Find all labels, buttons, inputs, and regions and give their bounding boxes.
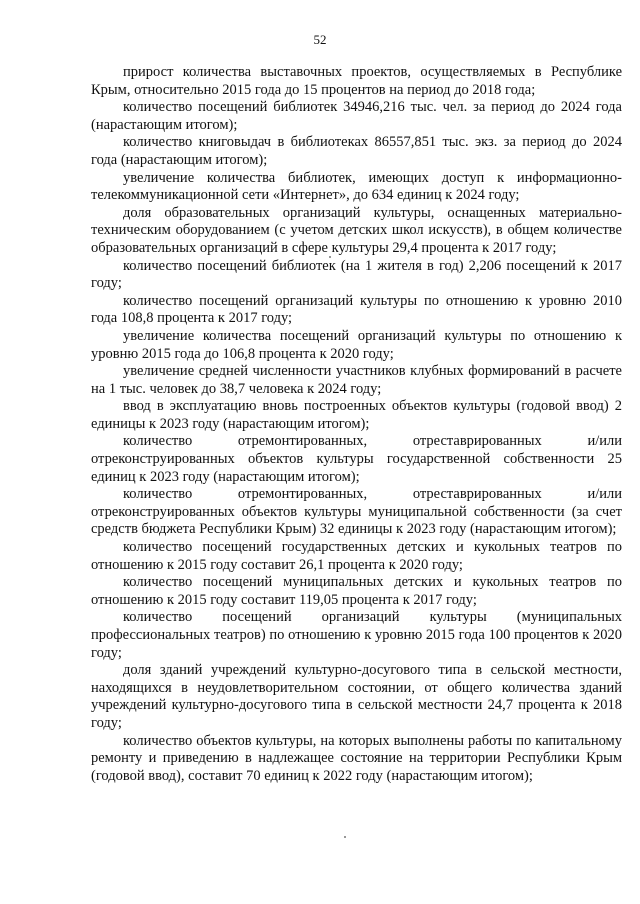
- paragraph-book-loans: количество книговыдач в библиотеках 86557,851 тыс. экз. за период до 2024 года (нарастающим итогом);: [91, 134, 622, 168]
- paragraph-club-participants: увеличение средней численности участников клубных формирований в расчете на 1 тыс. человек до 38,7 человека к 2024 году;: [91, 363, 622, 397]
- paragraph-visits-vs-2010: количество посещений организаций культуры по отношению к уровню 2010 года 108,8 процента к 2017 году;: [91, 292, 622, 327]
- paragraph-new-objects: ввод в эксплуатацию вновь построенных объектов культуры (годовой ввод) 2 единицы к 2023 году (нарастающим итогом);: [91, 398, 622, 432]
- page-number: 52: [313, 32, 327, 47]
- paragraph-municipal-puppet-theatres: количество посещений муниципальных детских и кукольных театров по отношению к 2015 году составит 119,05 процента к 2017 году;: [91, 574, 622, 608]
- paragraph-internet-libraries: увеличение количества библиотек, имеющих доступ к информационно-телекоммуникационной сети «Интернет», до 634 единиц к 2024 году;: [91, 169, 622, 204]
- paragraph-municipal-objects-repaired: количество отремонтированных, отреставрированных и/или отреконструированных объектов культуры муниципальной собственности (за счет средств бюджета Республики Крым) 32 единицы к 2023 году (нарастающим итогом);: [91, 486, 622, 538]
- paragraph-equipped-organizations: доля образовательных организаций культуры, оснащенных материально-техническим оборудованием (с учетом детских школ искусств), в общем количестве образовательных организаций в сфере культуры 29,4 процента к 2017 году;: [91, 204, 622, 256]
- scan-speck: [344, 836, 346, 838]
- paragraph-rural-buildings-share: доля зданий учреждений культурно-досугового типа в сельской местности, находящихся в неудовлетворительном состоянии, от общего количества зданий учреждений культурно-досугового типа в сельской местности 24,7 процента к 2018 году;: [91, 662, 622, 731]
- paragraph-exhibition-projects: прирост количества выставочных проектов, осуществляемых в Республике Крым, относительно 2015 года до 15 процентов на период до 2018 года;: [91, 64, 622, 98]
- paragraph-professional-theatres: количество посещений организаций культуры (муниципальных профессиональных театров) по отношению к уровню 2015 года 100 процентов к 2020 году;: [91, 609, 622, 661]
- paragraph-capital-repair-objects: количество объектов культуры, на которых выполнены работы по капитальному ремонту и приведению в надлежащее состояние на территории Республики Крым (годовой ввод), составит 70 единиц к 2022 году (нарастающим итогом);: [91, 732, 622, 784]
- paragraph-state-objects-repaired: количество отремонтированных, отреставрированных и/или отреконструированных объектов культуры государственной собственности 25 единиц к 2023 году (нарастающим итогом);: [91, 433, 622, 485]
- scan-speck: [329, 256, 331, 258]
- paragraph-visits-vs-2015: увеличение количества посещений организаций культуры по отношению к уровню 2015 года до 106,8 процента к 2020 году;: [91, 327, 622, 362]
- paragraph-visits-per-resident: количество посещений библиотек (на 1 жителя в год) 2,206 посещений к 2017 году;: [91, 257, 622, 292]
- document-body: [91, 64, 622, 785]
- paragraph-library-visits: количество посещений библиотек 34946,216 тыс. чел. за период до 2024 года (нарастающим итогом);: [91, 99, 622, 133]
- paragraph-state-puppet-theatres: количество посещений государственных детских и кукольных театров по отношению к 2015 году составит 26,1 процента к 2020 году;: [91, 539, 622, 573]
